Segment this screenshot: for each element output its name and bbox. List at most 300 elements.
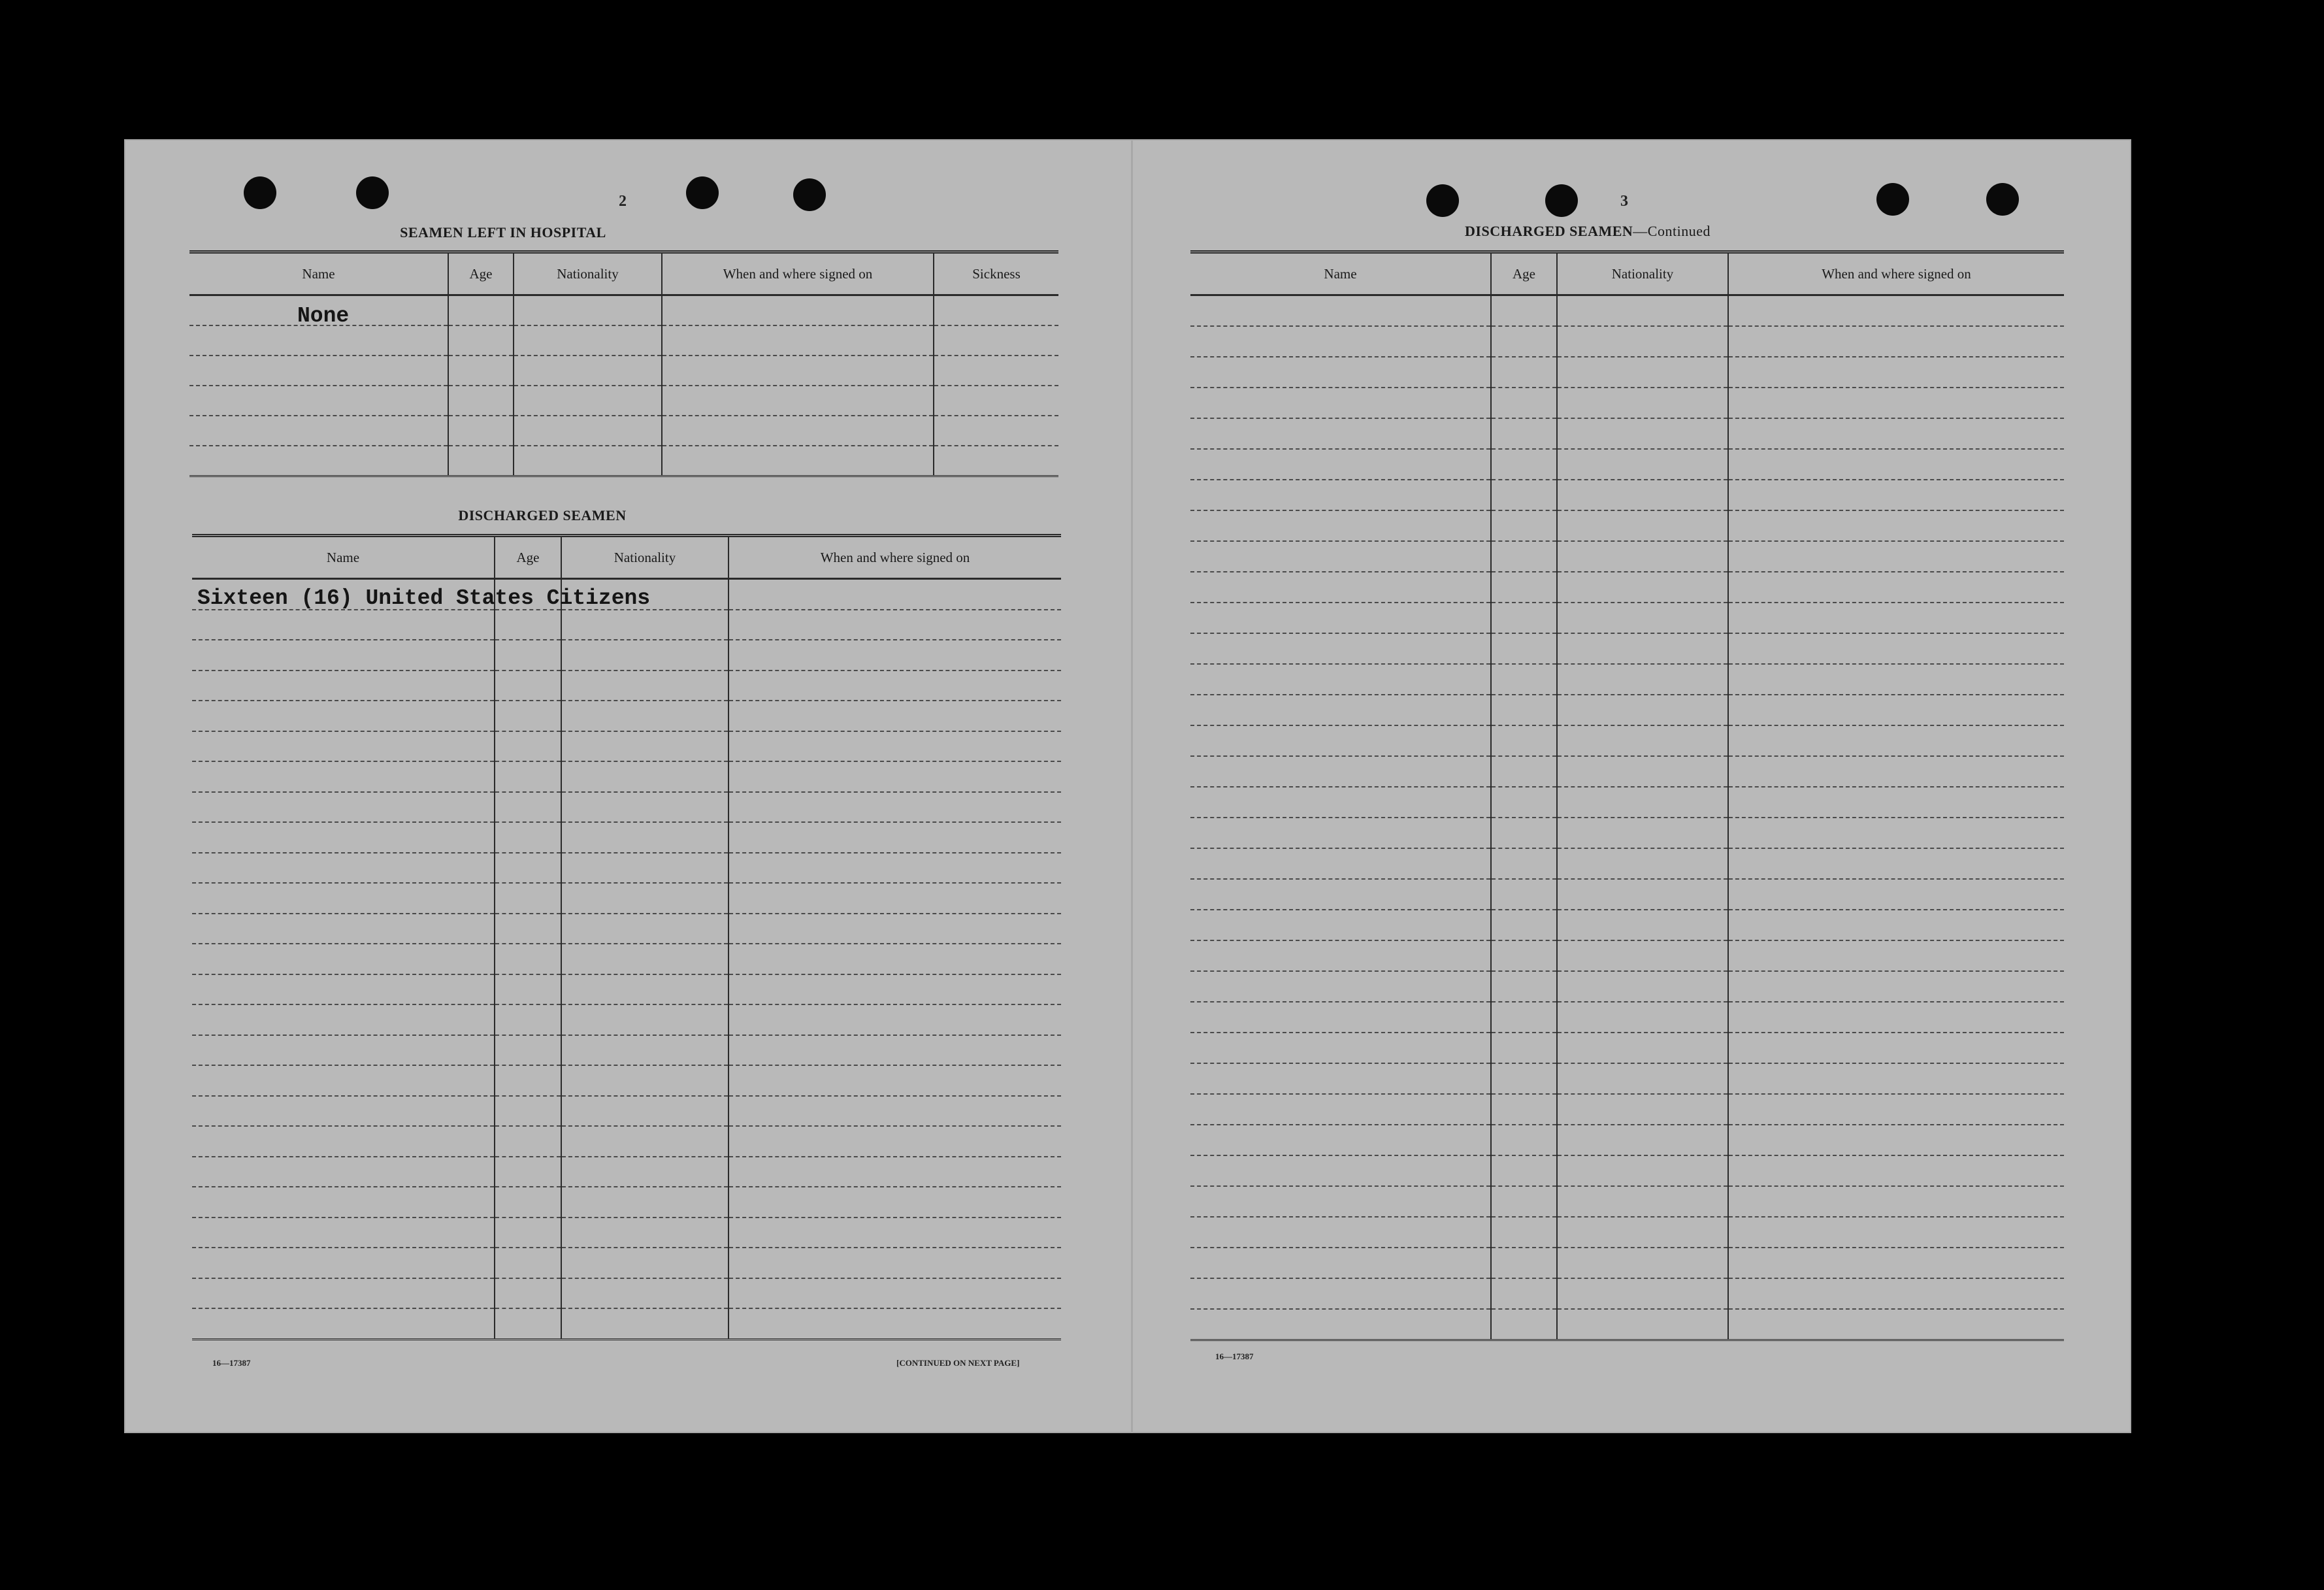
table-cell <box>1728 326 2064 357</box>
table-cell <box>728 1278 1061 1309</box>
table-cell <box>728 974 1061 1005</box>
col-header-nationality: Nationality <box>514 252 662 295</box>
table-row <box>189 416 1058 446</box>
table-cell <box>1190 480 1491 510</box>
col-header-signed-on: When and where signed on <box>728 536 1061 579</box>
table-row <box>192 1065 1061 1096</box>
table-cell <box>192 853 495 884</box>
col-header-name: Name <box>192 536 495 579</box>
table-cell <box>1190 326 1491 357</box>
table-cell <box>192 1278 495 1309</box>
table-cell <box>192 883 495 914</box>
hospital-entry: None <box>297 304 350 328</box>
table-cell <box>1728 1125 2064 1155</box>
table-cell <box>561 1187 728 1217</box>
table-cell <box>495 1308 561 1339</box>
table-cell <box>1557 295 1728 327</box>
table-cell <box>1557 572 1728 603</box>
table-cell <box>495 610 561 640</box>
table-cell <box>495 1126 561 1157</box>
col-header-signed-on: When and where signed on <box>1728 252 2064 295</box>
table-cell <box>192 731 495 762</box>
table-cell <box>1728 1155 2064 1186</box>
table-cell <box>448 325 514 356</box>
table-cell <box>514 416 662 446</box>
table-cell <box>728 883 1061 914</box>
table-cell <box>1190 787 1491 818</box>
table-cell <box>1557 357 1728 388</box>
table-cell <box>561 1217 728 1248</box>
table-cell <box>192 1004 495 1035</box>
table-cell <box>561 1004 728 1035</box>
table-cell <box>495 974 561 1005</box>
table-row <box>192 610 1061 640</box>
table-cell <box>514 356 662 386</box>
table-cell <box>495 822 561 853</box>
table-cell <box>1190 1033 1491 1063</box>
table-cell <box>1491 756 1557 787</box>
table-cell <box>1190 1278 1491 1309</box>
table-cell <box>728 701 1061 731</box>
right-title-continued: —Continued <box>1633 223 1710 239</box>
table-cell <box>495 914 561 944</box>
table-cell <box>1557 910 1728 940</box>
table-row <box>1190 572 2064 603</box>
table-cell <box>1491 510 1557 541</box>
table-cell <box>728 1004 1061 1035</box>
table-cell <box>1557 418 1728 449</box>
table-cell <box>1557 1309 1728 1340</box>
table-cell <box>1491 879 1557 910</box>
table-cell <box>1190 940 1491 971</box>
right-rows <box>1190 295 2064 1340</box>
table-cell <box>561 761 728 792</box>
table-cell <box>1728 418 2064 449</box>
table-cell <box>1728 449 2064 480</box>
table-cell <box>495 1157 561 1187</box>
punch-hole <box>1426 184 1459 217</box>
table-cell <box>1491 357 1557 388</box>
table-row <box>1190 1033 2064 1063</box>
table-cell <box>662 295 934 326</box>
table-cell <box>189 416 448 446</box>
table-cell <box>1557 633 1728 664</box>
table-cell <box>1491 787 1557 818</box>
table-cell <box>1190 541 1491 572</box>
table-cell <box>448 295 514 326</box>
table-cell <box>495 1217 561 1248</box>
table-cell <box>1190 1309 1491 1340</box>
table-cell <box>1190 1125 1491 1155</box>
table-cell <box>1491 1309 1557 1340</box>
table-cell <box>728 1217 1061 1248</box>
table-cell <box>1728 295 2064 327</box>
table-cell <box>728 731 1061 762</box>
table-cell <box>1557 1094 1728 1125</box>
table-cell <box>495 761 561 792</box>
right-discharged-table <box>1190 250 2064 1341</box>
table-cell <box>561 1096 728 1127</box>
table-cell <box>1728 1217 2064 1248</box>
table-cell <box>1491 940 1557 971</box>
table-cell <box>1557 787 1728 818</box>
table-cell <box>934 446 1058 476</box>
table-row <box>1190 1248 2064 1278</box>
table-row <box>192 1217 1061 1248</box>
punch-hole <box>793 178 826 211</box>
punch-hole <box>356 176 389 209</box>
col-header-age: Age <box>448 252 514 295</box>
table-cell <box>1190 1186 1491 1217</box>
table-row <box>192 1035 1061 1066</box>
table-cell <box>1190 848 1491 879</box>
table-cell <box>1557 480 1728 510</box>
table-cell <box>728 1308 1061 1339</box>
table-row <box>1190 910 2064 940</box>
table-cell <box>561 883 728 914</box>
table-cell <box>1491 326 1557 357</box>
page-number-right: 3 <box>1620 193 1628 210</box>
table-cell <box>495 640 561 671</box>
table-row <box>1190 388 2064 418</box>
table-cell <box>1491 971 1557 1002</box>
table-cell <box>495 1004 561 1035</box>
table-cell <box>1190 1217 1491 1248</box>
table-cell <box>561 671 728 701</box>
table-row <box>1190 295 2064 327</box>
table-cell <box>192 671 495 701</box>
table-row <box>1190 1125 2064 1155</box>
table-cell <box>1190 388 1491 418</box>
table-cell <box>192 640 495 671</box>
table-cell <box>1728 541 2064 572</box>
table-cell <box>192 610 495 640</box>
table-cell <box>1190 756 1491 787</box>
table-row <box>1190 541 2064 572</box>
table-cell <box>1557 1155 1728 1186</box>
table-cell <box>728 1157 1061 1187</box>
table-cell <box>1728 1186 2064 1217</box>
right-title-main: DISCHARGED SEAMEN <box>1465 223 1633 239</box>
table-cell <box>1728 971 2064 1002</box>
table-cell <box>1728 480 2064 510</box>
table-cell <box>1491 910 1557 940</box>
table-row <box>192 701 1061 731</box>
table-cell <box>561 944 728 974</box>
table-row <box>192 761 1061 792</box>
table-cell <box>561 731 728 762</box>
table-cell <box>1728 388 2064 418</box>
table-cell <box>728 610 1061 640</box>
table-cell <box>1190 1155 1491 1186</box>
table-cell <box>728 792 1061 823</box>
table-cell <box>561 1157 728 1187</box>
table-cell <box>1557 1125 1728 1155</box>
table-cell <box>514 446 662 476</box>
table-cell <box>192 792 495 823</box>
table-cell <box>1491 1217 1557 1248</box>
table-row <box>1190 695 2064 725</box>
table-cell <box>1491 848 1557 879</box>
table-cell <box>728 1126 1061 1157</box>
table-cell <box>495 1035 561 1066</box>
table-cell <box>728 822 1061 853</box>
table-cell <box>1190 910 1491 940</box>
table-cell <box>662 386 934 416</box>
form-number-left: 16—17387 <box>212 1358 251 1368</box>
table-cell <box>1557 603 1728 633</box>
table-cell <box>495 671 561 701</box>
table-cell <box>1728 664 2064 695</box>
table-cell <box>1728 357 2064 388</box>
table-cell <box>1728 756 2064 787</box>
table-cell <box>1557 510 1728 541</box>
discharged-entry: Sixteen (16) United States Citizens <box>197 586 651 610</box>
table-cell <box>1728 818 2064 848</box>
table-cell <box>1728 1309 2064 1340</box>
page-fold <box>1131 139 1133 1433</box>
table-cell <box>1491 633 1557 664</box>
table-cell <box>561 640 728 671</box>
table-cell <box>561 792 728 823</box>
table-cell <box>1557 449 1728 480</box>
table-cell <box>934 386 1058 416</box>
table-row <box>189 325 1058 356</box>
table-cell <box>1491 480 1557 510</box>
table-row <box>1190 940 2064 971</box>
table-row <box>192 822 1061 853</box>
col-header-name: Name <box>189 252 448 295</box>
table-cell <box>561 974 728 1005</box>
discharged-rows <box>192 579 1061 1340</box>
col-header-nationality: Nationality <box>1557 252 1728 295</box>
table-cell <box>728 761 1061 792</box>
col-header-name: Name <box>1190 252 1491 295</box>
table-cell <box>189 386 448 416</box>
table-cell <box>514 325 662 356</box>
table-row <box>1190 971 2064 1002</box>
table-cell <box>1190 449 1491 480</box>
table-cell <box>448 386 514 416</box>
table-cell <box>934 295 1058 326</box>
table-cell <box>728 853 1061 884</box>
table-row <box>192 1278 1061 1309</box>
table-cell <box>1190 510 1491 541</box>
table-cell <box>448 356 514 386</box>
table-cell <box>1728 510 2064 541</box>
table-cell <box>561 914 728 944</box>
table-cell <box>192 1248 495 1278</box>
table-cell <box>1728 725 2064 756</box>
discharged-section-title: DISCHARGED SEAMEN <box>458 507 627 523</box>
table-cell <box>728 1035 1061 1066</box>
table-row <box>192 914 1061 944</box>
table-cell <box>192 822 495 853</box>
table-row <box>1190 725 2064 756</box>
table-cell <box>1190 879 1491 910</box>
table-cell <box>1728 1094 2064 1125</box>
table-cell <box>1491 572 1557 603</box>
table-cell <box>1491 1002 1557 1033</box>
table-cell <box>192 701 495 731</box>
table-cell <box>448 446 514 476</box>
table-cell <box>192 761 495 792</box>
table-row <box>1190 603 2064 633</box>
table-cell <box>1728 1278 2064 1309</box>
table-cell <box>1491 695 1557 725</box>
table-cell <box>1491 388 1557 418</box>
table-cell <box>1491 1125 1557 1155</box>
table-cell <box>561 701 728 731</box>
table-cell <box>495 1248 561 1278</box>
table-row <box>1190 480 2064 510</box>
table-cell <box>1557 940 1728 971</box>
table-cell <box>192 944 495 974</box>
table-cell <box>561 1308 728 1339</box>
table-cell <box>1728 879 2064 910</box>
table-cell <box>1190 1002 1491 1033</box>
table-row <box>1190 326 2064 357</box>
table-cell <box>1557 1217 1728 1248</box>
table-cell <box>728 944 1061 974</box>
table-cell <box>561 1278 728 1309</box>
table-cell <box>1557 1186 1728 1217</box>
table-cell <box>934 325 1058 356</box>
table-cell <box>561 1126 728 1157</box>
table-cell <box>1728 1033 2064 1063</box>
table-cell <box>1557 388 1728 418</box>
table-cell <box>192 1308 495 1339</box>
table-cell <box>1557 1248 1728 1278</box>
table-cell <box>189 356 448 386</box>
form-number-right: 16—17387 <box>1215 1351 1254 1361</box>
table-row <box>1190 1094 2064 1125</box>
table-cell <box>1557 725 1728 756</box>
table-cell <box>1728 603 2064 633</box>
table-cell <box>192 974 495 1005</box>
table-row <box>192 1126 1061 1157</box>
table-cell <box>1491 295 1557 327</box>
table-cell <box>192 1217 495 1248</box>
table-cell <box>192 914 495 944</box>
table-cell <box>495 883 561 914</box>
table-row <box>1190 664 2064 695</box>
table-cell <box>561 1035 728 1066</box>
table-cell <box>1190 695 1491 725</box>
table-cell <box>1491 1155 1557 1186</box>
hospital-table <box>189 250 1058 477</box>
table-row <box>1190 449 2064 480</box>
table-cell <box>728 579 1061 610</box>
table-cell <box>1190 357 1491 388</box>
table-cell <box>1557 879 1728 910</box>
table-cell <box>192 1187 495 1217</box>
table-cell <box>1491 1278 1557 1309</box>
table-cell <box>1557 848 1728 879</box>
right-section-title <box>1431 223 1744 240</box>
table-cell <box>1190 664 1491 695</box>
table-cell <box>1728 848 2064 879</box>
table-row <box>192 1248 1061 1278</box>
table-row <box>1190 1278 2064 1309</box>
table-cell <box>1557 1278 1728 1309</box>
table-cell <box>495 792 561 823</box>
page-number-left: 2 <box>619 193 627 210</box>
table-cell <box>1728 572 2064 603</box>
table-cell <box>1728 1248 2064 1278</box>
table-row <box>192 974 1061 1005</box>
table-cell <box>662 416 934 446</box>
table-cell <box>1491 603 1557 633</box>
table-cell <box>1557 756 1728 787</box>
table-row <box>1190 879 2064 910</box>
table-cell <box>1557 695 1728 725</box>
table-cell <box>728 671 1061 701</box>
table-row <box>1190 848 2064 879</box>
punch-hole <box>244 176 276 209</box>
table-row <box>1190 1002 2064 1033</box>
table-cell <box>1557 664 1728 695</box>
table-cell <box>1190 1094 1491 1125</box>
table-row <box>192 1187 1061 1217</box>
table-cell <box>192 1096 495 1127</box>
table-cell <box>728 640 1061 671</box>
table-cell <box>192 1065 495 1096</box>
table-cell <box>1491 818 1557 848</box>
table-cell <box>495 701 561 731</box>
table-cell <box>1491 725 1557 756</box>
col-header-signed-on: When and where signed on <box>662 252 934 295</box>
table-row <box>1190 357 2064 388</box>
table-cell <box>728 1248 1061 1278</box>
table-cell <box>1557 818 1728 848</box>
table-cell <box>495 731 561 762</box>
table-cell <box>192 1035 495 1066</box>
table-cell <box>1491 418 1557 449</box>
table-cell <box>1557 1063 1728 1094</box>
table-cell <box>662 446 934 476</box>
table-cell <box>1190 633 1491 664</box>
table-row <box>189 386 1058 416</box>
table-cell <box>561 610 728 640</box>
table-cell <box>1190 1248 1491 1278</box>
table-row <box>1190 1155 2064 1186</box>
table-cell <box>561 822 728 853</box>
table-cell <box>662 325 934 356</box>
table-cell <box>1491 1033 1557 1063</box>
table-row <box>1190 818 2064 848</box>
table-row <box>192 1004 1061 1035</box>
table-row <box>1190 1309 2064 1340</box>
table-cell <box>561 1065 728 1096</box>
table-cell <box>728 914 1061 944</box>
table-cell <box>495 944 561 974</box>
table-cell <box>1190 1063 1491 1094</box>
table-row <box>1190 633 2064 664</box>
table-row <box>192 1157 1061 1187</box>
table-cell <box>189 325 448 356</box>
punch-hole <box>1876 183 1909 216</box>
table-row <box>192 883 1061 914</box>
table-row <box>192 792 1061 823</box>
table-cell <box>934 416 1058 446</box>
table-cell <box>1190 818 1491 848</box>
table-cell <box>1728 940 2064 971</box>
table-row <box>189 356 1058 386</box>
table-cell <box>1491 541 1557 572</box>
table-row <box>192 1308 1061 1339</box>
table-cell <box>1190 572 1491 603</box>
